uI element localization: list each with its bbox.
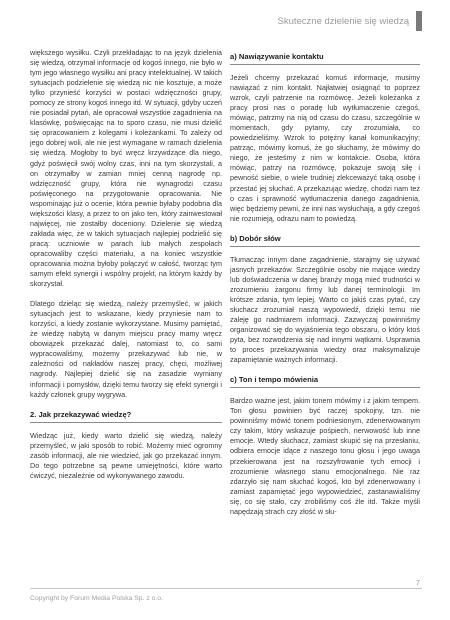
paragraph: Dlatego dzieląc się wiedzą, należy przemyśleć, w jakich sytuacjach jest to wskazane, kiedy przyniesie nam to korzyści, a kiedy zostanie wykorzystane. Musimy pamiętać, że wiedzę nabytą w danym miejscu pracy mamy wręcz obowiązek przekazać dalej, natomiast to, co sami wypracowaliśmy, możemy przekazywać lub nie, w zależności od nakładów naszej pracy, chęci, możliwej nagrody. Najlepiej dzielić się na zasadzie wymiany informacji i pomysłów, dzięki temu tworzy się efekt synergii i każdy członek grupy wygrywa. [30,299,222,399]
page-header [278,10,423,32]
section-heading: 2. Jak przekazywać wiedzę? [30,410,222,423]
header-tab-marker [416,11,422,31]
footer-divider [30,588,422,589]
paragraph: Bardzo ważne jest, jakim tonem mówimy i z jakim tempem. Ton głosu powinien być raczej spokojny, tzn. nie powinniśmy mówić tonem podniesionym, zdenerwowanym czy takim, który wskazuje pośpiech, nerwowość lub inne emocje. Wtedy słuchacz, zamiast skupić się na przesłaniu, odbiera emocje idące z naszego tonu głosu i jego uwaga przekierowana jest na rozszyfrowanie tych emocji i zrozumienie własnego stanu emocjonalnego. Nie raz zdarzyło się nam słuchać kogoś, kto był zdenerwowany i zamiast zapamiętać jego wypowiedzieć, zastanawialiśmy się, co się stało, czy zrobiliśmy coś źle itd. Także myśli napędzają strach czy złość w słu- [230,396,420,516]
running-header-title: Skuteczne dzielenie się wiedzą [277,15,409,27]
paragraph: większego wysiłku. Czyli przekładając to na język dzielenia się wiedzą, otrzymał informacje od kogoś innego, nie było w tym jego własnego wysiłku ani pracy intelektualnej. W takich sytuacjach podzielenie się wiedzą nic nie kosztuje, a może tylko przynieść korzyści w postaci wdzięczności grupy, pomocy ze strony kogoś innego itd. W sytuacji, gdyby uczeń nie posiadał pytań, ale opracował wszystkie zagadnienia na klasówkę, poświęcając na to sporo czasu, nie musi dzielić się opracowaniem z kolegami i koleżankami. To zależy od jego dobrej woli, ale nie jest wymagane w ramach dzielenia się wiedzą. Mogłoby to być wręcz krzywdzące dla niego, gdyż poświęcił swój wolny czas, inni na tym skorzystali, a on otrzymałby w zamian mniej cenną nagrodę np. wdzięczność grupy, która nie wynagrodzi czasu poświęconego na przygotowanie opracowania. Nie wspominając już o ocenie, która pewnie byłaby podobna dla większości klasy, a przez to on jako ten, który zainwestował najwięcej, nie zostałby doceniony. Dzielenie się wiedzą zakłada więc, że w takich sytuacjach najlepiej podzielić się pracą: uczniowie w parach lub małych zespołach opracowaliby części materiału, a na koniec wszystkie opracowania można byłoby połączyć w całość, tworząc tym samym efekt synergii i wspólny projekt, na którym każdy by skorzystał. [30,48,222,289]
footer-copyright: Copyright by Forum Media Polska Sp. z o.o. [30,595,163,602]
subsection-heading: c) Ton i tempo mówienia [230,375,420,388]
page-number: 7 [415,578,420,587]
paragraph: Wiedząc już, kiedy warto dzielić się wiedzą, należy przemyśleć, w jaki sposób to robić. Możemy mieć ogromny zasób informacji, ale nie wiedzieć, jak go przekazać innym. Do tego potrzebne są pewne umiejętności, które warto ćwiczyć, niezależnie od wykonywanego zawodu. [30,430,222,480]
subsection-heading: a) Nawiązywanie kontaktu [230,52,420,65]
paragraph: Tłumacząc innym dane zagadnienie, starajmy się używać jasnych przekazów. Szczególnie osoby nie mające wiedzy lub doświadczenia w danej branży mogą mieć trudności w zrozumieniu żargonu firmy lub danej terminologii. Im krótsze zdania, tym lepiej. Warto co jakiś czas pytać, czy słuchacz zrozumiał naszą wypowiedź, dzięki temu nie zaleję go nadmiarem informacji. Zazwyczaj powinniśmy organizować się do wyjaśnienia tego obszaru, o który ktoś pyta, bez rozwodzenia się nad innymi wątkami. Usprawnia to proces przekazywania wiedzy oraz maksymalizuje zapamiętanie ważnych informacji. [230,254,420,365]
paragraph: Jeżeli chcemy przekazać komuś informacje, musimy nawiązać z nim kontakt. Najłatwiej osiągnąć to poprzez wzrok, czyli patrzenie na rozmówcę. Jeżeli koleżanka z pracy prosi nas o poradę lub wytłumaczenie czegoś, mówiąc, patrzmy na nią od czasu do czasu, szczególnie w momentach, gdy pytamy, czy zrozumiała, co powiedzieliśmy. Wzrok to potężny kanał komunikacyjny; patrząc, mówimy komuś, że go słuchamy, że mówimy do niego, że jesteśmy z nim w kontakcie. Osoba, która mówiąc, patrzy na rozmówcę, pokazuje swoją siłę i pewność siebie, o wiele trudniej zlekceważyć taką osobę i przestać jej słuchać. A przekazując wiedzę, chodzi nam też o czas i sprawność wytłumaczenia danego zagadnienia, więc będziemy pewni, że inni nas wysłuchają, a gdy czegoś nie rozumieją, odrazu nam to powiedzą. [230,73,420,223]
left-column [30,48,222,491]
right-column [230,48,420,527]
subsection-heading: b) Dobór słów [230,234,420,247]
